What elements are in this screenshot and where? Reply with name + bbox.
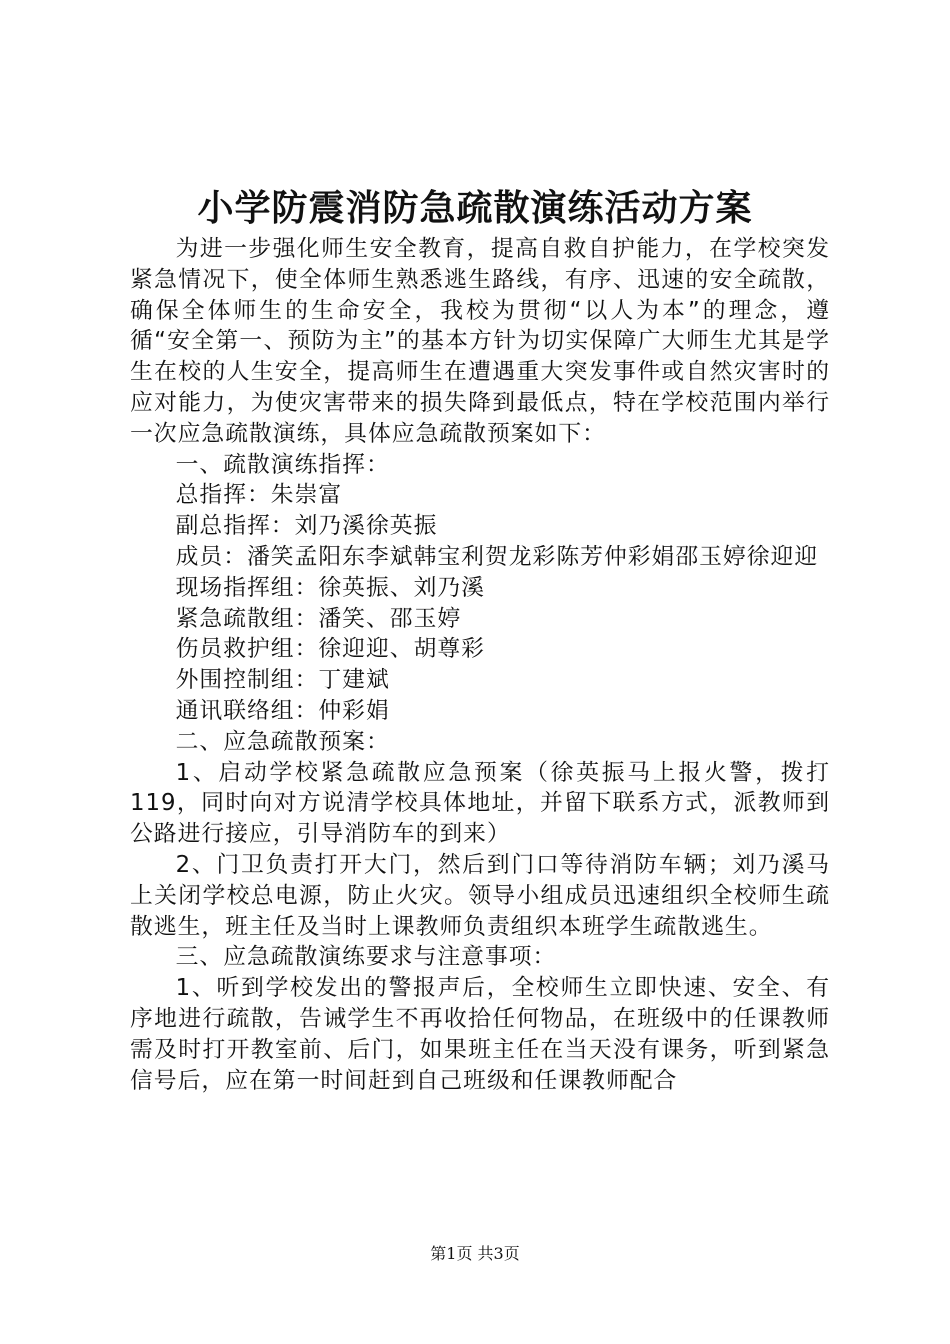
document-title: 小学防震消防急疏散演练活动方案 <box>197 187 753 229</box>
communication-group-line: 通讯联络组：仲彩娟 <box>175 697 390 724</box>
requirement-item-1: 1、听到学校发出的警报声后，全校师生立即快速、安全、有序地进行疏散，告诫学生不再收拾任何物品，在班级中的任课教师需及时打开教室前、后门，如果班主任在当天没有课务，听到紧急信号后，应在第一时间赶到自己班级和任课教师配合 <box>130 975 830 1094</box>
rescue-group-line: 伤员救护组：徐迎迎、胡尊彩 <box>175 636 485 663</box>
commander-line: 总指挥：朱崇富 <box>175 482 343 509</box>
perimeter-group-line: 外围控制组：丁建斌 <box>175 667 390 694</box>
section-heading-command: 一、疏散演练指挥： <box>175 451 390 478</box>
document-body <box>130 234 830 1096</box>
section-heading-requirements: 三、应急疏散演练要求与注意事项： <box>175 944 557 971</box>
plan-item-2: 2、门卫负责打开大门，然后到门口等待消防车辆；刘乃溪马上关闭学校总电源，防止火灾。领导小组成员迅速组织全校师生疏散逃生，班主任及当时上课教师负责组织本班学生疏散逃生。 <box>130 851 830 940</box>
page-number-footer: 第1页 共3页 <box>430 1244 520 1263</box>
section-heading-plan: 二、应急疏散预案： <box>175 728 390 755</box>
deputy-commander-line: 副总指挥：刘乃溪徐英振 <box>175 513 438 540</box>
plan-item-1: 1、启动学校紧急疏散应急预案（徐英振马上报火警，拨打119，同时向对方说清学校具体地址，并留下联系方式，派教师到公路进行接应，引导消防车的到来） <box>130 759 830 848</box>
evacuation-group-line: 紧急疏散组：潘笑、邵玉婷 <box>175 605 462 632</box>
intro-paragraph: 为进一步强化师生安全教育，提高自救自护能力，在学校突发紧急情况下，使全体师生熟悉逃生路线，有序、迅速的安全疏散，确保全体师生的生命安全，我校为贯彻“以人为本”的理念，遵循“安全第一、预防为主”的基本方针为切实保障广大师生尤其是学生在校的人生安全，提高师生在遭遇重大突发事件或自然灾害时的应对能力，为使灾害带来的损失降到最低点，特在学校范围内举行一次应急疏散演练，具体应急疏散预案如下： <box>130 236 830 447</box>
onsite-command-group-line: 现场指挥组：徐英振、刘乃溪 <box>175 574 485 601</box>
members-line: 成员：潘笑孟阳东李斌韩宝利贺龙彩陈芳仲彩娟邵玉婷徐迎迎 <box>175 543 819 570</box>
